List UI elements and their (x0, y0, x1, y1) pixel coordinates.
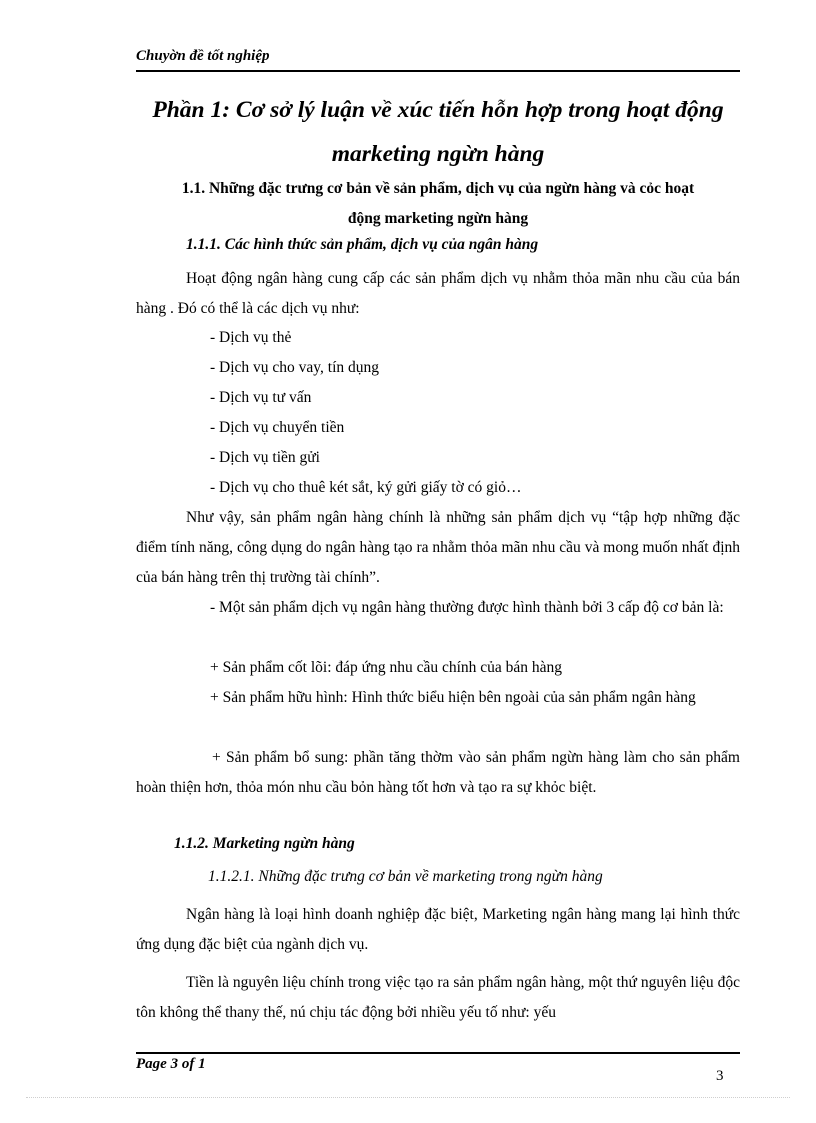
paragraph-intro: Hoạt động ngân hàng cung cấp các sản phẩm dịch vụ nhằm thỏa mãn nhu cầu của bán hàng . Đó có thể là các dịch vụ như: (136, 270, 740, 317)
section-1-1-line-2: động marketing ngừn hàng (347, 210, 529, 227)
paragraph-product-definition: Như vậy, sản phẩm ngân hàng chính là những sản phẩm dịch vụ “tập hợp những đặc điểm tính năng, công dụng do ngân hàng tạo ra nhằm thỏa mãn nhu cầu và mong muốn nhất định của bán hàng trên thị trường tài chính”. (136, 509, 740, 586)
paragraph-bank-marketing: Ngân hàng là loại hình doanh nghiệp đặc biệt, Marketing ngân hàng mang lại hình thức ứng dụng đặc biệt của ngành dịch vụ. (136, 906, 740, 953)
level-core: + Sản phẩm cốt lõi: đáp ứng nhu cầu chính của bán hàng (210, 659, 563, 676)
section-1-1-1-heading: 1.1.1. Các hình thức sản phẩm, dịch vụ của ngân hàng (186, 236, 539, 253)
list-item: - Dịch vụ chuyển tiền (210, 419, 345, 436)
levels-intro: - Một sản phẩm dịch vụ ngân hàng thường được hình thành bởi 3 cấp độ cơ bản là: (210, 599, 724, 616)
header-rule (136, 70, 740, 72)
list-item: - Dịch vụ tiền gửi (210, 449, 320, 466)
section-1-1-2-heading: 1.1.2. Marketing ngừn hàng (174, 835, 355, 852)
level-tangible: + Sản phẩm hữu hình: Hình thức biểu hiện bên ngoài của sản phẩm ngân hàng (210, 689, 696, 706)
chapter-title-line-2: marketing ngừn hàng (331, 141, 545, 167)
chapter-title (120, 88, 756, 176)
list-item: - Dịch vụ cho thuê két sắt, ký gửi giấy tờ có giỏ… (210, 479, 522, 496)
page-footer: Page 3 of 1 (136, 1056, 206, 1072)
section-1-1-2-1-heading: 1.1.2.1. Những đặc trưng cơ bản về marketing trong ngừn hàng (208, 868, 603, 885)
list-item: - Dịch vụ thẻ (210, 329, 292, 346)
list-item: - Dịch vụ tư vấn (210, 389, 312, 406)
footer-rule (136, 1052, 740, 1054)
section-1-1-heading (136, 174, 740, 234)
list-item: - Dịch vụ cho vay, tín dụng (210, 359, 380, 376)
section-1-1-line-1: 1.1. Những đặc trưng cơ bản về sản phẩm, dịch vụ của ngừn hàng và cỏc hoạt (181, 180, 695, 197)
running-header: Chuyờn đề tốt nghiệp (136, 48, 270, 64)
page-edge-divider (26, 1097, 790, 1098)
page-number: 3 (716, 1068, 724, 1084)
level-added: + Sản phẩm bổ sung: phần tăng thờm vào sản phẩm ngừn hàng làm cho sản phẩm hoàn thiện hơn, thỏa món nhu cầu bỏn hàng tốt hơn và tạo ra sự khỏc biệt. (136, 749, 740, 796)
paragraph-money: Tiền là nguyên liệu chính trong việc tạo ra sản phẩm ngân hàng, một thứ nguyên liệu độc tôn không thể thany thế, nú chịu tác động bởi nhiều yếu tố như: yếu (136, 974, 740, 1021)
chapter-title-line-1: Phần 1: Cơ sở lý luận về xúc tiến hỗn hợp trong hoạt động (152, 97, 724, 123)
